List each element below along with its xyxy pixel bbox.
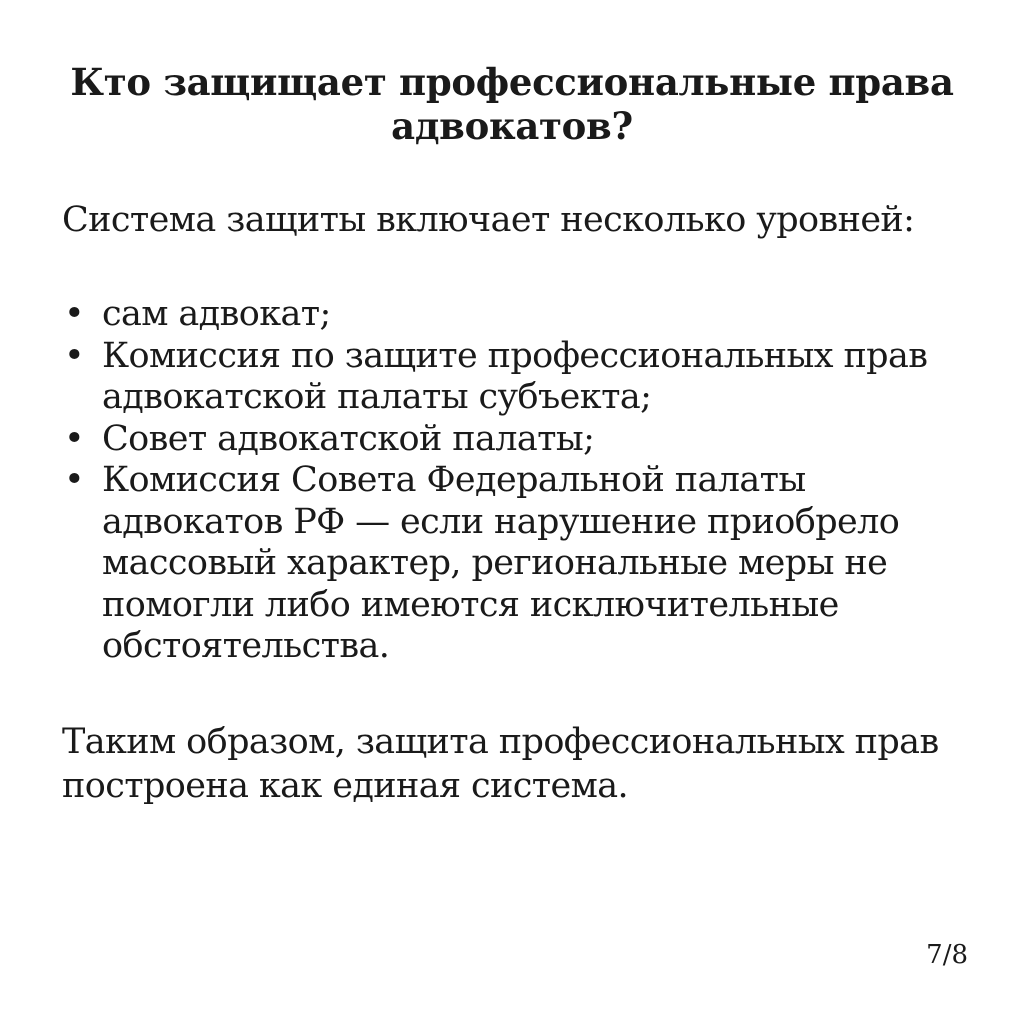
bullet-icon: • [64,335,85,376]
list-item [62,336,962,419]
list-item [62,460,962,668]
bullet-icon: • [64,294,85,334]
bullet-icon: • [64,418,85,459]
bullet-icon: • [64,460,85,500]
list-item-text: Совет адвокатской палаты; [102,418,595,459]
intro-text: Система защиты включает несколько уровней: [62,200,915,240]
list-item-text: Комиссия Совета Федеральной палаты адвокатов РФ — если нарушение приобрело массовый характер, региональные меры не помогли либо имеются исключительные обстоятельства. [102,460,900,666]
conclusion-text: Таким образом, защита профессиональных прав построена как единая система. [62,721,939,806]
page-number: 7/8 [926,940,968,970]
slide-title: Кто защищает профессиональные права адвокатов? [70,60,954,148]
list-item-text: Комиссия по защите профессиональных прав адвокатской палаты субъекта; [102,335,928,417]
list-item [62,419,962,461]
list-item-text: сам адвокат; [102,294,331,334]
list-item [62,294,962,336]
protection-levels-list [62,294,962,668]
